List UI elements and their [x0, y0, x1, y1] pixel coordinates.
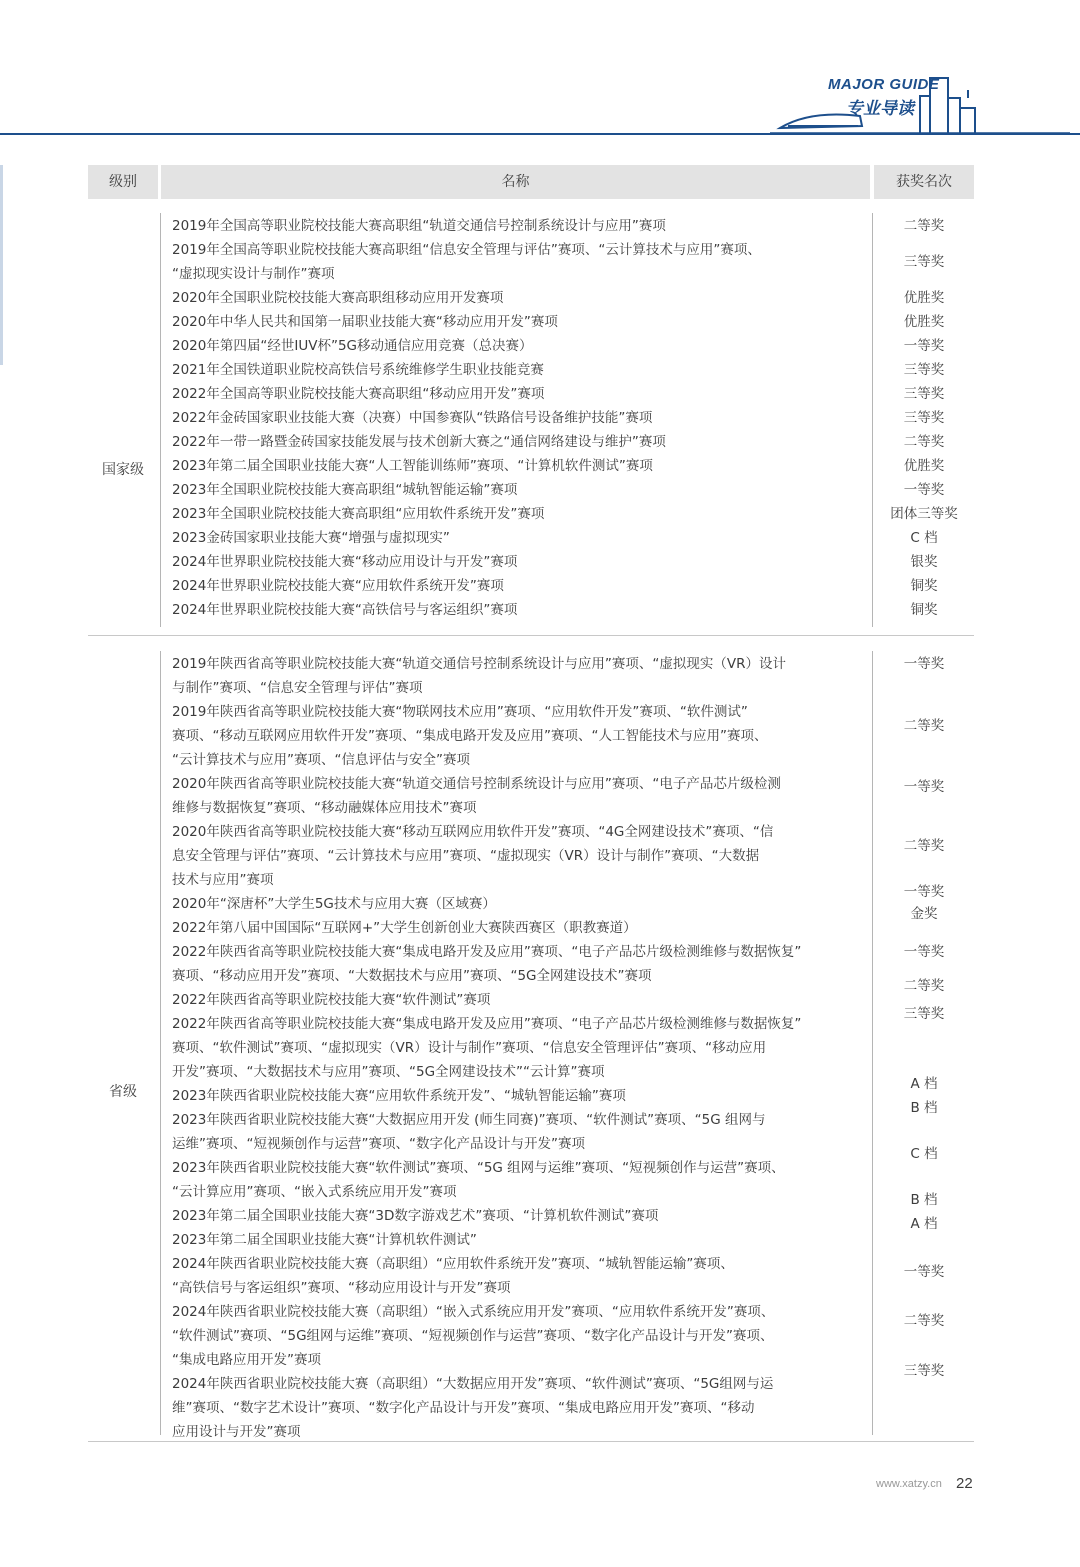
provincial-names — [172, 652, 872, 1444]
table-row-rank: 一等奖 — [903, 944, 945, 960]
table-row-name: 2020年陕西省高等职业院校技能大赛“移动互联网应用软件开发”赛项、“4G全网建设技术”赛项、“信 息安全管理与评估”赛项、“云计算技术与应用”赛项、“虚拟现实（VR）设计与制作”赛项、“大数据 技术与应用”赛项 — [172, 824, 774, 888]
table-row-name: 2019年全国高等职业院校技能大赛高职组“信息安全管理与评估”赛项、“云计算技术与应用”赛项、 “虚拟现实设计与制作”赛项 — [172, 242, 761, 282]
table-row-name: 2024年陕西省职业院校技能大赛（高职组）“嵌入式系统应用开发”赛项、“应用软件系统开发”赛项、 “软件测试”赛项、“5G组网与运维”赛项、“短视频创作与运营”赛项、“数字化产品设计与开发”赛项、 “集成电路应用开发”赛项 — [172, 1304, 775, 1368]
table-row-rank: 一等奖 — [903, 1264, 945, 1280]
table-row-rank: 二等奖 — [903, 1313, 945, 1329]
table-row-rank: 一等奖 — [903, 884, 945, 900]
table-row-rank: 三等奖 — [903, 1006, 945, 1022]
major-guide-logo — [770, 68, 1070, 140]
table-row-rank: 银奖 — [910, 554, 938, 570]
table-row-name: 2023年陕西省职业院校技能大赛“大数据应用开发 (师生同赛)”赛项、“软件测试”赛项、“5G 组网与 运维”赛项、“短视频创作与运营”赛项、“数字化产品设计与开发”赛项 — [172, 1112, 766, 1152]
table-row-rank: C 档 — [910, 530, 938, 546]
table-row-rank: 优胜奖 — [903, 314, 945, 330]
table-row-name: 2020年全国职业院校技能大赛高职组移动应用开发赛项 — [172, 290, 504, 306]
logo-chinese: 专业导读 — [846, 99, 914, 119]
table-row-name: 2019年陕西省高等职业院校技能大赛“物联网技术应用”赛项、“应用软件开发”赛项、“软件测试” 赛项、“移动互联网应用软件开发”赛项、“集成电路开发及应用”赛项、“人工智能技术与应用”赛项、 “云计算技术与应用”赛项、“信息评估与安全”赛项 — [172, 704, 768, 768]
national-section — [88, 199, 974, 637]
table-row-rank: 优胜奖 — [903, 290, 945, 306]
header-level: 级别 — [88, 165, 158, 199]
table-row-rank: 一等奖 — [903, 779, 945, 795]
table-row-rank: B 档 — [910, 1100, 938, 1116]
table-row-rank: 三等奖 — [903, 386, 945, 402]
table-row-rank: 三等奖 — [903, 362, 945, 378]
header-rank: 获奖名次 — [874, 165, 974, 199]
table-row-name: 2022年陕西省高等职业院校技能大赛“软件测试”赛项 — [172, 992, 491, 1008]
table-row-name: 2019年陕西省高等职业院校技能大赛“轨道交通信号控制系统设计与应用”赛项、“虚拟现实（VR）设计 与制作”赛项、“信息安全管理与评估”赛项 — [172, 656, 786, 696]
table-row-rank: 二等奖 — [903, 838, 945, 854]
divider — [160, 651, 161, 1435]
national-names — [172, 214, 872, 622]
table-row-rank: 一等奖 — [903, 338, 945, 354]
table-row-name: 2023年陕西省职业院校技能大赛“应用软件系统开发”、“城轨智能运输”赛项 — [172, 1088, 626, 1104]
table-row-rank: 二等奖 — [903, 718, 945, 734]
table-row-rank: B 档 — [910, 1192, 938, 1208]
table-row-name: 2024年世界职业院校技能大赛“高铁信号与客运组织”赛项 — [172, 602, 518, 618]
page-number: 22 — [956, 1475, 973, 1492]
table-row-rank: C 档 — [910, 1146, 938, 1162]
table-row-name: 2022年金砖国家职业技能大赛（决赛）中国参赛队“铁路信号设备维护技能”赛项 — [172, 410, 653, 426]
table-row-rank: 三等奖 — [903, 410, 945, 426]
table-row-name: 2024年世界职业院校技能大赛“移动应用设计与开发”赛项 — [172, 554, 518, 570]
table-row-rank: 二等奖 — [903, 978, 945, 994]
table-row-rank: 一等奖 — [903, 482, 945, 498]
header-name: 名称 — [161, 165, 870, 199]
table-row-rank: A 档 — [910, 1076, 938, 1092]
table-row-rank: 二等奖 — [903, 434, 945, 450]
table-row-rank: 金奖 — [910, 906, 938, 922]
table-row-name: 2020年中华人民共和国第一届职业技能大赛“移动应用开发”赛项 — [172, 314, 558, 330]
table-row-rank: 铜奖 — [910, 578, 938, 594]
table-row-name: 2022年全国高等职业院校技能大赛高职组“移动应用开发”赛项 — [172, 386, 545, 402]
table-row-name: 2019年全国高等职业院校技能大赛高职组“轨道交通信号控制系统设计与应用”赛项 — [172, 218, 666, 234]
table-row-name: 2024年陕西省职业院校技能大赛（高职组）“大数据应用开发”赛项、“软件测试”赛项、“5G组网与运 维”赛项、“数字艺术设计”赛项、“数字化产品设计与开发”赛项、“集成电路应用开发”赛项、“移动 应用设计与开发”赛项 — [172, 1376, 774, 1440]
divider — [160, 213, 161, 627]
divider — [872, 651, 873, 1435]
provincial-level-label: 省级 — [109, 1084, 137, 1100]
national-level-label: 国家级 — [102, 462, 144, 478]
table-row-name: 2022年第八届中国国际“互联网+”大学生创新创业大赛陕西赛区（职教赛道） — [172, 920, 637, 936]
footer-url: www.xatzy.cn — [876, 1478, 942, 1490]
table-row-rank: 铜奖 — [910, 602, 938, 618]
table-row-name: 2023年第二届全国职业技能大赛“3D数字游戏艺术”赛项、“计算机软件测试”赛项 — [172, 1208, 659, 1224]
table-row-name: 2021年全国铁道职业院校高铁信号系统维修学生职业技能竞赛 — [172, 362, 544, 378]
table-row-rank: A 档 — [910, 1216, 938, 1232]
section-separator — [88, 635, 974, 636]
table-row-rank: 团体三等奖 — [890, 506, 958, 522]
awards-table — [88, 165, 974, 1440]
table-row-rank: 二等奖 — [903, 218, 945, 234]
divider — [872, 213, 873, 627]
table-row-name: 2022年陕西省高等职业院校技能大赛“集成电路开发及应用”赛项、“电子产品芯片级检测维修与数据恢复” 赛项、“软件测试”赛项、“虚拟现实（VR）设计与制作”赛项、“信息安全管理评估”赛项、“移动应用 开发”赛项、“大数据技术与应用”赛项、“5G全网建设技术”“云计算”赛项 — [172, 1016, 802, 1080]
table-row-name: 2022年一带一路暨金砖国家技能发展与技术创新大赛之“通信网络建设与维护”赛项 — [172, 434, 666, 450]
table-row-rank: 一等奖 — [903, 656, 945, 672]
table-row-rank: 三等奖 — [903, 1363, 945, 1379]
table-header — [88, 165, 974, 199]
left-accent-bar — [0, 165, 3, 365]
table-row-name: 2020年“深唐杯”大学生5G技术与应用大赛（区域赛） — [172, 896, 496, 912]
logo-english: MAJOR GUIDE — [828, 76, 940, 93]
table-row-name: 2023年全国职业院校技能大赛高职组“城轨智能运输”赛项 — [172, 482, 518, 498]
section-separator — [88, 1441, 974, 1442]
provincial-section — [88, 637, 974, 1443]
table-row-name: 2023年第二届全国职业技能大赛“人工智能训练师”赛项、“计算机软件测试”赛项 — [172, 458, 653, 474]
table-row-name: 2020年陕西省高等职业院校技能大赛“轨道交通信号控制系统设计与应用”赛项、“电子产品芯片级检测 维修与数据恢复”赛项、“移动融媒体应用技术”赛项 — [172, 776, 781, 816]
table-row-rank: 优胜奖 — [903, 458, 945, 474]
table-row-rank: 三等奖 — [903, 254, 945, 270]
header-rule — [0, 133, 1080, 135]
table-row-name: 2022年陕西省高等职业院校技能大赛“集成电路开发及应用”赛项、“电子产品芯片级检测维修与数据恢复” 赛项、“移动应用开发”赛项、“大数据技术与应用”赛项、“5G全网建设技术”赛项 — [172, 944, 802, 984]
table-row-name: 2023年全国职业院校技能大赛高职组“应用软件系统开发”赛项 — [172, 506, 545, 522]
table-row-name: 2023年陕西省职业院校技能大赛“软件测试”赛项、“5G 组网与运维”赛项、“短视频创作与运营”赛项、 “云计算应用”赛项、“嵌入式系统应用开发”赛项 — [172, 1160, 785, 1200]
table-row-name: 2020年第四届“经世IUV杯”5G移动通信应用竞赛（总决赛） — [172, 338, 533, 354]
table-row-name: 2023金砖国家职业技能大赛“增强与虚拟现实” — [172, 530, 450, 546]
table-row-name: 2024年世界职业院校技能大赛“应用软件系统开发”赛项 — [172, 578, 504, 594]
table-row-name: 2024年陕西省职业院校技能大赛（高职组）“应用软件系统开发”赛项、“城轨智能运输”赛项、 “高铁信号与客运组织”赛项、“移动应用设计与开发”赛项 — [172, 1256, 734, 1296]
table-row-name: 2023年第二届全国职业技能大赛“计算机软件测试” — [172, 1232, 477, 1248]
